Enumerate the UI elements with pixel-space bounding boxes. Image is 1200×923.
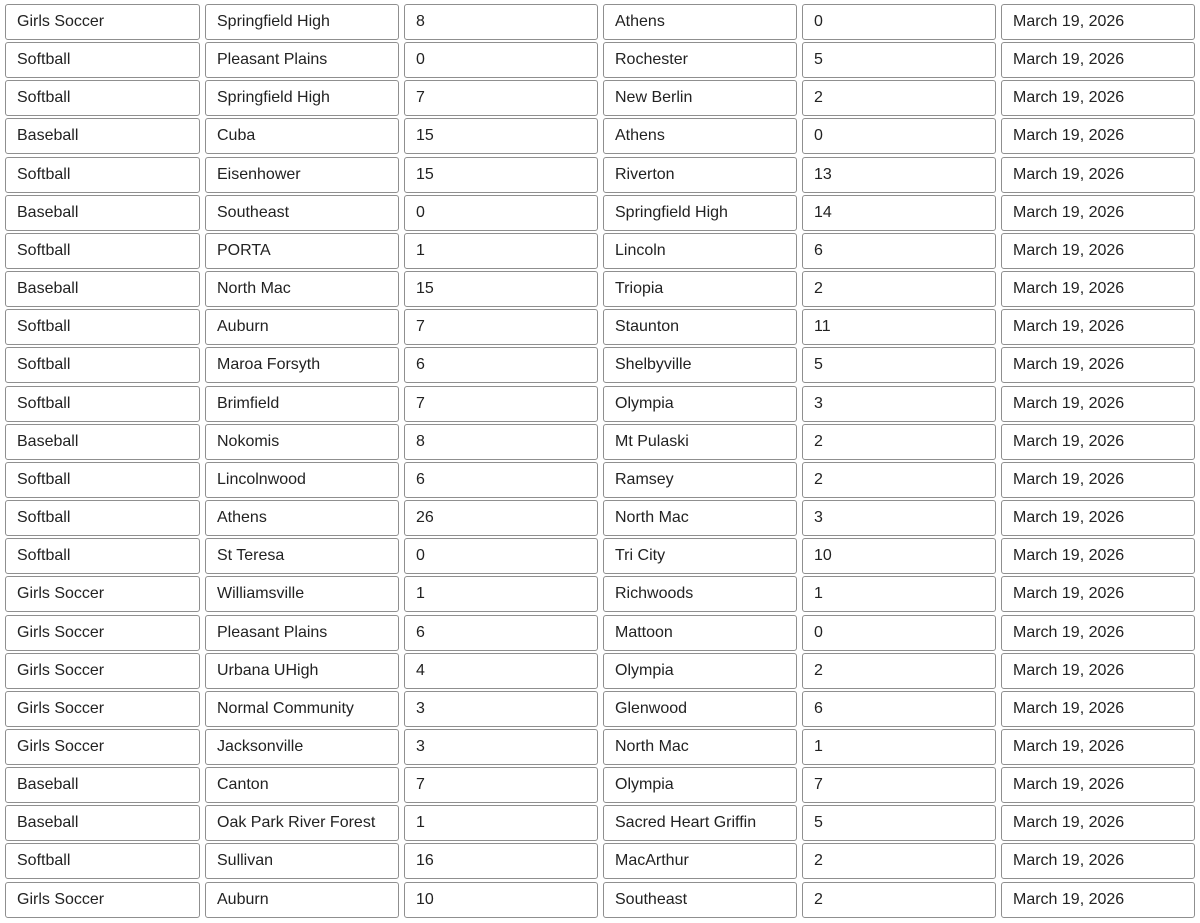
score-row [5,195,1197,233]
date-field[interactable]: March 19, 2026 [1001,386,1195,422]
date-field[interactable]: March 19, 2026 [1001,843,1195,879]
sport-field[interactable]: Girls Soccer [5,653,200,689]
away-team-field[interactable]: Mt Pulaski [603,424,797,460]
score-row [5,347,1197,385]
home-score-field[interactable]: 1 [404,805,598,841]
scores-table [5,4,1197,920]
away-team-field[interactable]: Olympia [603,653,797,689]
date-field[interactable]: March 19, 2026 [1001,538,1195,574]
sport-field[interactable]: Baseball [5,195,200,231]
date-field[interactable]: March 19, 2026 [1001,500,1195,536]
score-row [5,843,1197,881]
home-team-field[interactable]: PORTA [205,233,399,269]
sport-field[interactable]: Girls Soccer [5,576,200,612]
home-team-field[interactable]: Springfield High [205,4,399,40]
sport-field[interactable]: Softball [5,386,200,422]
home-team-field[interactable]: Auburn [205,309,399,345]
home-team-field[interactable]: Southeast [205,195,399,231]
away-team-field[interactable]: Shelbyville [603,347,797,383]
home-team-field[interactable]: Eisenhower [205,157,399,193]
home-team-field[interactable]: Cuba [205,118,399,154]
away-team-field[interactable]: Glenwood [603,691,797,727]
date-field[interactable]: March 19, 2026 [1001,42,1195,78]
sport-field[interactable]: Softball [5,42,200,78]
home-team-field[interactable]: Urbana UHigh [205,653,399,689]
score-row [5,729,1197,767]
score-row [5,4,1197,42]
home-score-field[interactable]: 15 [404,118,598,154]
score-row [5,42,1197,80]
home-score-field[interactable]: 1 [404,576,598,612]
away-team-field[interactable]: Ramsey [603,462,797,498]
date-field[interactable]: March 19, 2026 [1001,195,1195,231]
score-row [5,691,1197,729]
home-team-field[interactable]: Springfield High [205,80,399,116]
away-team-field[interactable]: Southeast [603,882,797,918]
date-field[interactable]: March 19, 2026 [1001,271,1195,307]
home-score-field[interactable]: 0 [404,195,598,231]
sport-field[interactable]: Softball [5,500,200,536]
away-score-field[interactable]: 10 [802,538,996,574]
home-score-field[interactable]: 26 [404,500,598,536]
score-row [5,462,1197,500]
home-team-field[interactable]: Normal Community [205,691,399,727]
sport-field[interactable]: Softball [5,538,200,574]
score-row [5,882,1197,920]
home-score-field[interactable]: 4 [404,653,598,689]
home-team-field[interactable]: Athens [205,500,399,536]
home-score-field[interactable]: 15 [404,157,598,193]
home-score-field[interactable]: 8 [404,4,598,40]
home-score-field[interactable]: 3 [404,729,598,765]
score-row [5,271,1197,309]
away-team-field[interactable]: Athens [603,118,797,154]
score-row [5,309,1197,347]
sport-field[interactable]: Girls Soccer [5,4,200,40]
score-row [5,538,1197,576]
away-team-field[interactable]: MacArthur [603,843,797,879]
sport-field[interactable]: Baseball [5,118,200,154]
home-team-field[interactable]: Canton [205,767,399,803]
date-field[interactable]: March 19, 2026 [1001,576,1195,612]
home-team-field[interactable]: North Mac [205,271,399,307]
away-score-field[interactable]: 0 [802,4,996,40]
away-score-field[interactable]: 14 [802,195,996,231]
away-score-field[interactable]: 0 [802,615,996,651]
home-score-field[interactable]: 7 [404,767,598,803]
sport-field[interactable]: Softball [5,80,200,116]
date-field[interactable]: March 19, 2026 [1001,767,1195,803]
score-row [5,233,1197,271]
date-field[interactable]: March 19, 2026 [1001,4,1195,40]
away-score-field[interactable]: 5 [802,42,996,78]
away-team-field[interactable]: Sacred Heart Griffin [603,805,797,841]
home-score-field[interactable]: 7 [404,309,598,345]
away-team-field[interactable]: Olympia [603,767,797,803]
score-row [5,653,1197,691]
date-field[interactable]: March 19, 2026 [1001,233,1195,269]
away-team-field[interactable]: Olympia [603,386,797,422]
away-score-field[interactable]: 6 [802,233,996,269]
away-team-field[interactable]: New Berlin [603,80,797,116]
home-team-field[interactable]: Jacksonville [205,729,399,765]
home-team-field[interactable]: Pleasant Plains [205,42,399,78]
home-team-field[interactable]: Sullivan [205,843,399,879]
sport-field[interactable]: Baseball [5,805,200,841]
sport-field[interactable]: Softball [5,233,200,269]
sport-field[interactable]: Softball [5,347,200,383]
date-field[interactable]: March 19, 2026 [1001,462,1195,498]
date-field[interactable]: March 19, 2026 [1001,157,1195,193]
date-field[interactable]: March 19, 2026 [1001,424,1195,460]
away-score-field[interactable]: 5 [802,805,996,841]
date-field[interactable]: March 19, 2026 [1001,691,1195,727]
score-row [5,805,1197,843]
away-team-field[interactable]: Lincoln [603,233,797,269]
home-team-field[interactable]: Auburn [205,882,399,918]
home-score-field[interactable]: 6 [404,347,598,383]
home-score-field[interactable]: 3 [404,691,598,727]
away-team-field[interactable]: Tri City [603,538,797,574]
sport-field[interactable]: Softball [5,157,200,193]
date-field[interactable]: March 19, 2026 [1001,80,1195,116]
home-team-field[interactable]: Williamsville [205,576,399,612]
away-score-field[interactable]: 2 [802,462,996,498]
date-field[interactable]: March 19, 2026 [1001,653,1195,689]
away-team-field[interactable]: Athens [603,4,797,40]
sport-field[interactable]: Girls Soccer [5,882,200,918]
score-row [5,118,1197,156]
score-row [5,386,1197,424]
away-score-field[interactable]: 11 [802,309,996,345]
away-score-field[interactable]: 0 [802,118,996,154]
date-field[interactable]: March 19, 2026 [1001,347,1195,383]
away-score-field[interactable]: 2 [802,653,996,689]
away-score-field[interactable]: 1 [802,729,996,765]
away-score-field[interactable]: 3 [802,386,996,422]
score-row [5,767,1197,805]
away-score-field[interactable]: 1 [802,576,996,612]
away-score-field[interactable]: 2 [802,882,996,918]
sport-field[interactable]: Baseball [5,271,200,307]
away-team-field[interactable]: Mattoon [603,615,797,651]
away-score-field[interactable]: 2 [802,271,996,307]
home-team-field[interactable]: Lincolnwood [205,462,399,498]
away-team-field[interactable]: Richwoods [603,576,797,612]
away-score-field[interactable]: 2 [802,843,996,879]
score-row [5,424,1197,462]
home-team-field[interactable]: Pleasant Plains [205,615,399,651]
date-field[interactable]: March 19, 2026 [1001,615,1195,651]
home-score-field[interactable]: 1 [404,233,598,269]
home-team-field[interactable]: Oak Park River Forest [205,805,399,841]
score-row [5,80,1197,118]
date-field[interactable]: March 19, 2026 [1001,805,1195,841]
away-team-field[interactable]: Rochester [603,42,797,78]
home-team-field[interactable]: Brimfield [205,386,399,422]
home-score-field[interactable]: 15 [404,271,598,307]
sport-field[interactable]: Softball [5,462,200,498]
away-score-field[interactable]: 13 [802,157,996,193]
home-score-field[interactable]: 10 [404,882,598,918]
home-team-field[interactable]: Nokomis [205,424,399,460]
score-row [5,615,1197,653]
home-score-field[interactable]: 16 [404,843,598,879]
away-score-field[interactable]: 6 [802,691,996,727]
date-field[interactable]: March 19, 2026 [1001,118,1195,154]
score-row [5,500,1197,538]
sport-field[interactable]: Girls Soccer [5,691,200,727]
home-score-field[interactable]: 8 [404,424,598,460]
sport-field[interactable]: Girls Soccer [5,615,200,651]
away-score-field[interactable]: 3 [802,500,996,536]
away-score-field[interactable]: 2 [802,424,996,460]
away-team-field[interactable]: North Mac [603,729,797,765]
sport-field[interactable]: Girls Soccer [5,729,200,765]
sport-field[interactable]: Softball [5,309,200,345]
home-score-field[interactable]: 0 [404,42,598,78]
home-team-field[interactable]: Maroa Forsyth [205,347,399,383]
home-score-field[interactable]: 7 [404,80,598,116]
away-team-field[interactable]: Staunton [603,309,797,345]
away-team-field[interactable]: Springfield High [603,195,797,231]
away-score-field[interactable]: 2 [802,80,996,116]
sport-field[interactable]: Baseball [5,424,200,460]
date-field[interactable]: March 19, 2026 [1001,729,1195,765]
away-team-field[interactable]: North Mac [603,500,797,536]
score-row [5,157,1197,195]
sport-field[interactable]: Softball [5,843,200,879]
date-field[interactable]: March 19, 2026 [1001,309,1195,345]
home-score-field[interactable]: 6 [404,462,598,498]
score-row [5,576,1197,614]
away-score-field[interactable]: 5 [802,347,996,383]
home-score-field[interactable]: 7 [404,386,598,422]
date-field[interactable]: March 19, 2026 [1001,882,1195,918]
away-team-field[interactable]: Riverton [603,157,797,193]
away-score-field[interactable]: 7 [802,767,996,803]
away-team-field[interactable]: Triopia [603,271,797,307]
home-score-field[interactable]: 0 [404,538,598,574]
sport-field[interactable]: Baseball [5,767,200,803]
home-team-field[interactable]: St Teresa [205,538,399,574]
home-score-field[interactable]: 6 [404,615,598,651]
